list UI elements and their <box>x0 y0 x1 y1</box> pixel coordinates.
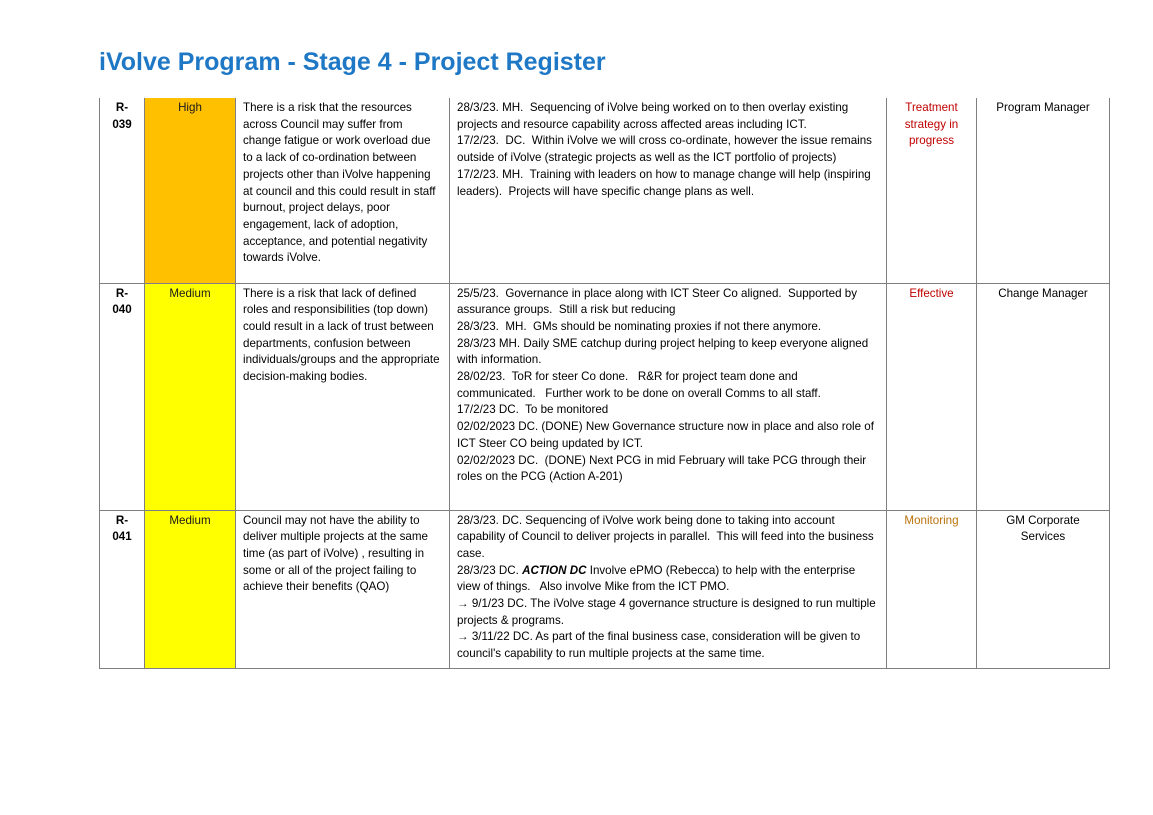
risk-description: There is a risk that lack of defined roles and responsibilities (top down) could result in a lack of trust between departments, confusion between individuals/groups and the appropriate decision-making bodies. <box>243 286 440 384</box>
risk-update: 28/3/23. MH. Sequencing of iVolve being worked on to then overlay existing projects and resource capability across affected areas including ICT. <box>457 101 852 131</box>
risk-update: 02/02/2023 DC. (DONE) Next PCG in mid February will take PCG through their roles on the PCG (Action A-201) <box>457 453 870 484</box>
risk-rating-cell <box>145 283 236 510</box>
risk-description: Council may not have the ability to deliver multiple projects at the same time (as part of iVolve) , resulting in some or all of the project failing to achieve their benefits (QAO) <box>243 513 428 594</box>
risk-id: R- 040 <box>112 286 132 317</box>
risk-update-rest: Involve ePMO (Rebecca) to help with the enterprise view of things. Also involve Mike from the ICT PMO. <box>457 563 859 594</box>
risk-status-cell <box>887 283 977 510</box>
risk-description-cell <box>236 283 450 510</box>
risk-update: 25/5/23. Governance in place along with ICT Steer Co aligned. Supported by assurance groups. Still a risk but reducing <box>457 286 861 317</box>
table-row <box>100 98 1110 283</box>
risk-update: 28/02/23. ToR for steer Co done. R&R for project team done and communicated. Further work to be done on overall Comms to all staff. <box>457 370 821 400</box>
table-row <box>100 283 1110 510</box>
risk-description: There is a risk that the resources across Council may suffer from change fatigue or work overload due to a lack of co-ordination between projects other than iVolve happening at council and this could result in staff burnout, project delays, poor engagement, lack of adoption, acceptance, and potential negativity towards iVolve. <box>243 101 436 265</box>
risk-id: R- 039 <box>112 101 132 131</box>
action-tag: ACTION DC <box>522 563 587 577</box>
risk-update: 02/02/2023 DC. (DONE) New Governance structure now in place and also role of ICT Steer CO being updated by ICT. <box>457 420 878 450</box>
risk-id-cell <box>100 98 145 283</box>
risk-update: 17/2/23. MH. Training with leaders on how to manage change will help (inspiring leaders). Projects will have specific change plans as well. <box>457 167 874 198</box>
risk-id-cell <box>100 283 145 510</box>
table-row <box>100 510 1110 668</box>
risk-description-cell <box>236 510 450 668</box>
risk-update-prefix: 28/3/23 DC. <box>457 563 523 577</box>
risk-update: 28/3/23. MH. GMs should be nominating proxies if not there anymore. <box>457 319 822 333</box>
risk-rating: High <box>178 101 202 114</box>
risk-owner: Change Manager <box>998 286 1088 300</box>
risk-status: Effective <box>909 286 954 300</box>
risk-rating: Medium <box>169 286 211 300</box>
risk-rating: Medium <box>169 513 211 527</box>
risk-update: 17/2/23. DC. Within iVolve we will cross co-ordinate, however the issue remains outside of iVolve (strategic projects as well as the ICT portfolio of projects) <box>457 134 876 165</box>
risk-update: 28/3/23. DC. Sequencing of iVolve work being done to taking into account capability of Council to deliver projects in parallel. This will feed into the business case. <box>457 513 877 560</box>
risk-status: Monitoring <box>904 513 959 527</box>
page-title: iVolve Program - Stage 4 - Project Register <box>99 48 606 76</box>
risk-register-table <box>99 98 1110 669</box>
risk-update: 17/2/23 DC. To be monitored <box>457 403 609 417</box>
risk-id: R- 041 <box>112 513 132 544</box>
risk-owner: GM Corporate Services <box>1006 513 1080 544</box>
risk-status: Treatment strategy in progress <box>904 101 959 148</box>
risk-update <box>457 563 879 596</box>
risk-owner-cell <box>977 510 1110 668</box>
risk-updates-cell <box>450 510 887 668</box>
risk-owner: Program Manager <box>996 101 1090 114</box>
risk-status-cell <box>887 510 977 668</box>
risk-update: → 9/1/23 DC. The iVolve stage 4 governance structure is designed to run multiple projects & programs. <box>457 597 879 627</box>
risk-update: 28/3/23 MH. Daily SME catchup during project helping to keep everyone aligned with information. <box>457 336 872 367</box>
risk-owner-cell <box>977 98 1110 283</box>
risk-updates-cell <box>450 283 887 510</box>
risk-id-cell <box>100 510 145 668</box>
risk-updates-cell <box>450 98 887 283</box>
risk-rating-cell <box>145 98 236 283</box>
risk-update: → 3/11/22 DC. As part of the final business case, consideration will be given to council's capability to run multiple projects at the same time. <box>457 630 864 661</box>
risk-owner-cell <box>977 283 1110 510</box>
risk-description-cell <box>236 98 450 283</box>
risk-rating-cell <box>145 510 236 668</box>
risk-status-cell <box>887 98 977 283</box>
